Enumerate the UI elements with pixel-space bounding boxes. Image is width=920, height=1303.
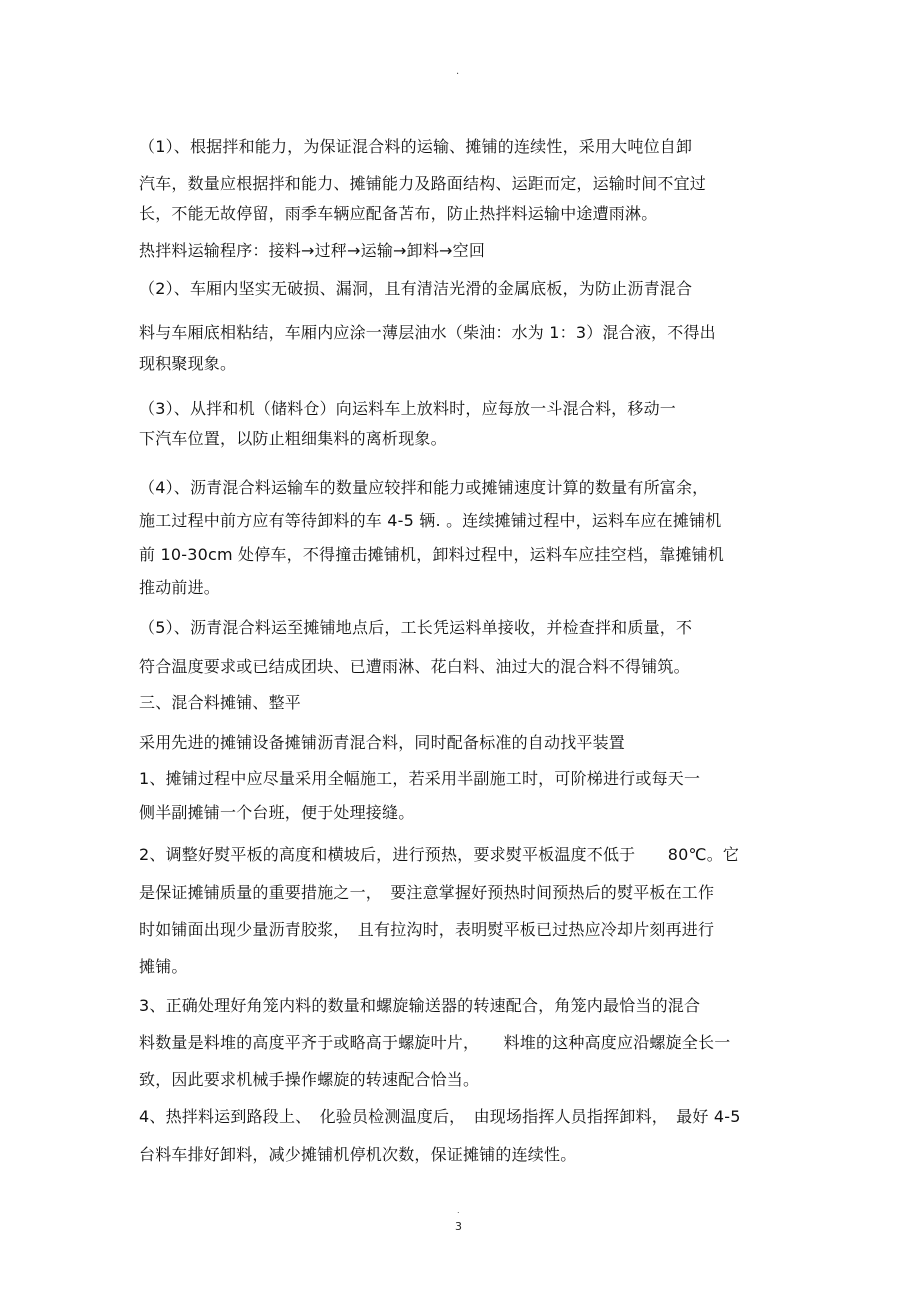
- text-line: 时如铺面出现少量沥青胶浆， 且有拉沟时，表明熨平板已过热应冷却片刻再进行: [139, 920, 715, 939]
- top-dot: .: [456, 66, 460, 77]
- text-line: 施工过程中前方应有等待卸料的车 4-5 辆. 。连续摊铺过程中，运料车应在摊铺机: [139, 511, 722, 530]
- text-line: 热拌料运输程序：接料→过秤→运输→卸料→空回: [139, 241, 486, 260]
- text-line: 致，因此要求机械手操作螺旋的转速配合恰当。: [139, 1070, 480, 1089]
- text-line: （4）、沥青混合料运输车的数量应较拌和能力或摊铺速度计算的数量有所富余，: [139, 478, 709, 497]
- page-number: 3: [455, 1220, 462, 1233]
- text-line: 侧半副摊铺一个台班，便于处理接缝。: [139, 803, 415, 822]
- text-line: 推动前进。: [139, 578, 221, 597]
- text-line: 料与车厢底相粘结，车厢内应涂一薄层油水（柴油：水为 1：3）混合液，不得出: [139, 323, 716, 342]
- text-line: （2）、车厢内坚实无破损、漏洞，且有清洁光滑的金属底板，为防止沥青混合: [139, 279, 693, 298]
- text-line: （5）、沥青混合料运至摊铺地点后，工长凭运料单接收，并检查拌和质量，不: [139, 618, 693, 637]
- text-line: 台料车排好卸料，减少摊铺机停机次数，保证摊铺的连续性。: [139, 1145, 577, 1164]
- text-line: 采用先进的摊铺设备摊铺沥青混合料，同时配备标准的自动找平装置: [139, 733, 626, 752]
- text-line: （3）、从拌和机（储料仓）向运料车上放料时，应每放一斗混合料，移动一: [139, 399, 676, 418]
- text-line: 汽车，数量应根据拌和能力、摊铺能力及路面结构、运距而定，运输时间不宜过: [139, 174, 707, 193]
- text-line: 1、摊铺过程中应尽量采用全幅施工，若采用半副施工时，可阶梯进行或每天一: [139, 769, 701, 788]
- text-line: 是保证摊铺质量的重要措施之一， 要注意掌握好预热时间预热后的熨平板在工作: [139, 883, 715, 902]
- text-line: 下汽车位置，以防止粗细集料的离析现象。: [139, 429, 447, 448]
- text-line: 前 10-30cm 处停车，不得撞击摊铺机，卸料过程中，运料车应挂空档，靠摊铺机: [139, 545, 725, 564]
- text-line: 长，不能无故停留，雨季车辆应配备苫布，防止热拌料运输中途遭雨淋。: [139, 204, 658, 223]
- text-line: 料数量是料堆的高度平齐于或略高于螺旋叶片， 料堆的这种高度应沿螺旋全长一: [139, 1033, 731, 1052]
- text-line: （1）、根据拌和能力，为保证混合料的运输、摊铺的连续性，采用大吨位自卸: [139, 137, 693, 156]
- text-line: 3、正确处理好角笼内料的数量和螺旋输送器的转速配合，角笼内最恰当的混合: [139, 996, 701, 1015]
- text-line: 4、热拌料运到路段上、 化验员检测温度后， 由现场指挥人员指挥卸料， 最好 4-5: [139, 1107, 741, 1126]
- text-line: 摊铺。: [139, 957, 188, 976]
- footer-dot: .: [457, 1206, 460, 1215]
- text-line: 符合温度要求或已结成团块、已遭雨淋、花白料、油过大的混合料不得铺筑。: [139, 657, 690, 676]
- text-line: 2、调整好熨平板的高度和横坡后，进行预热，要求熨平板温度不低于 80℃。它: [139, 845, 740, 864]
- section-heading: 三、混合料摊铺、整平: [139, 693, 302, 712]
- text-line: 现积聚现象。: [139, 354, 237, 373]
